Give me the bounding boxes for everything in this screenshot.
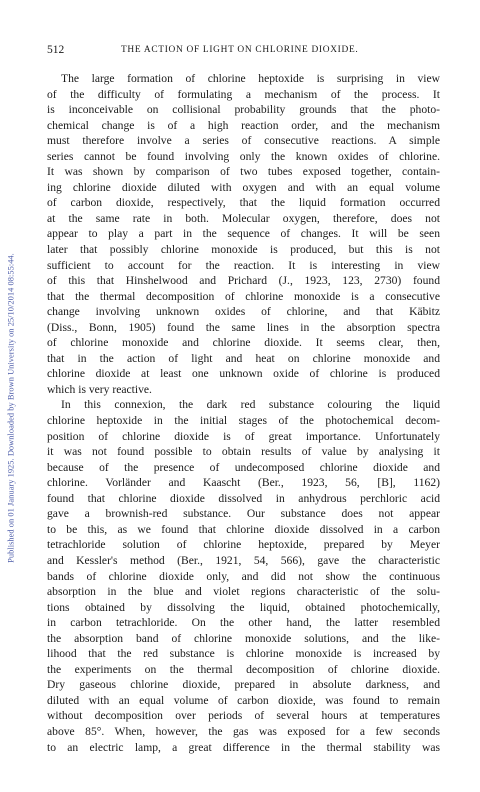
text-line: to an electric lamp, a great difference in the thermal stability was: [47, 740, 440, 754]
text-line: must therefore involve a series of consecutive reactions. A simple: [47, 134, 440, 148]
article-body: [47, 71, 440, 755]
text-line: tetrachloride solution of chlorine heptoxide, prepared by Meyer: [47, 538, 440, 552]
text-line: that the thermal decomposition of chlorine monoxide is a consecutive: [47, 289, 440, 303]
text-line: that in the action of light and heat on chlorine monoxide and: [47, 351, 440, 365]
text-line: of carbon dioxide, respectively, that the liquid formation occurred: [47, 196, 440, 210]
text-line: of this that Hinshelwood and Prichard (J., 1923, 123, 2730) found: [47, 274, 440, 288]
text-line: to be this, as we found that chlorine dioxide dissolved in a carbon: [47, 522, 440, 536]
text-line: change involving unknown oxides of chlorine, and that Käbitz: [47, 305, 440, 319]
text-line: The large formation of chlorine heptoxide is surprising in view: [61, 72, 440, 85]
text-line: and Kessler's method (Ber., 1921, 54, 566), gave the characteristic: [47, 553, 440, 567]
page-number: 512: [47, 44, 65, 56]
text-line: it was not found possible to obtain results of value by analysing it: [47, 445, 440, 459]
text-line: tions obtained by dissolving the liquid, obtained photochemically,: [47, 600, 440, 614]
text-line: gave a brownish-red substance. Our substance does not appear: [47, 507, 440, 521]
text-line: diluted with an equal volume of carbon dioxide, was found to remain: [47, 693, 440, 707]
running-head: THE ACTION OF LIGHT ON CHLORINE DIOXIDE.: [121, 45, 359, 55]
text-line: It was shown by comparison of two tubes exposed together, contain-: [47, 165, 440, 179]
text-line: chlorine. Vorländer and Kaascht (Ber., 1923, 56, [B], 1162): [47, 476, 440, 490]
text-line: of chlorine monoxide and chlorine dioxide. It seems clear, then,: [47, 336, 440, 350]
text-line: lihood that the red substance is chlorine monoxide is increased by: [47, 647, 440, 661]
text-line: because of the presence of undecomposed chlorine dioxide and: [47, 460, 440, 474]
page-header: [47, 44, 440, 58]
text-line: the experiments on the thermal decomposition of chlorine dioxide.: [47, 662, 440, 676]
text-line: appear to play a part in the sequence of changes. It will be seen: [47, 227, 440, 241]
text-line: without decomposition over periods of several hours at temperatures: [47, 709, 440, 723]
text-line: chemical change is of a high reaction order, and the mechanism: [47, 118, 440, 132]
text-line: found that chlorine dioxide dissolved in anhydrous perchloric acid: [47, 491, 440, 505]
download-stamp-text: Published on 01 January 1925. Downloaded by Brown University on 25/10/2014 08:55:44.: [6, 253, 16, 563]
text-line: of the difficulty of formulating a mechanism of the process. It: [47, 87, 440, 101]
text-line: ing chlorine dioxide diluted with oxygen and with an equal volume: [47, 180, 440, 194]
text-line: the absorption band of chlorine monoxide solutions, and the like-: [47, 631, 440, 645]
text-line: later that possibly chlorine monoxide is produced, but this is not: [47, 243, 440, 257]
text-line: bands of chlorine dioxide only, and did not show the continuous: [47, 569, 440, 583]
text-line: in carbon tetrachloride. On the other hand, the latter resembled: [47, 616, 440, 630]
text-line: absorption in the blue and violet regions characteristic of the solu-: [47, 585, 440, 599]
text-line: which is very reactive.: [47, 382, 152, 396]
text-line: chlorine dioxide at least one unknown oxide of chlorine is produced: [47, 367, 440, 381]
text-line: chlorine heptoxide in the initial stages of the photochemical decom-: [47, 414, 440, 428]
text-line: sufficient to account for the reaction. It is interesting in view: [47, 258, 440, 272]
text-line: (Diss., Bonn, 1905) found the same lines in the absorption spectra: [47, 320, 440, 334]
text-line: Dry gaseous chlorine dioxide, prepared in absolute darkness, and: [47, 678, 440, 692]
text-line: position of chlorine dioxide is of great importance. Unfortunately: [47, 429, 440, 443]
text-line: In this connexion, the dark red substance colouring the liquid: [61, 398, 440, 412]
text-line: above 85°. When, however, the gas was exposed for a few seconds: [47, 724, 440, 738]
text-line: is inconceivable on collisional probability grounds that the photo-: [47, 103, 440, 117]
text-line: series cannot be found involving only the known oxides of chlorine.: [47, 149, 440, 163]
text-line: at the same rate in both. Molecular oxygen, therefore, does not: [47, 211, 440, 225]
